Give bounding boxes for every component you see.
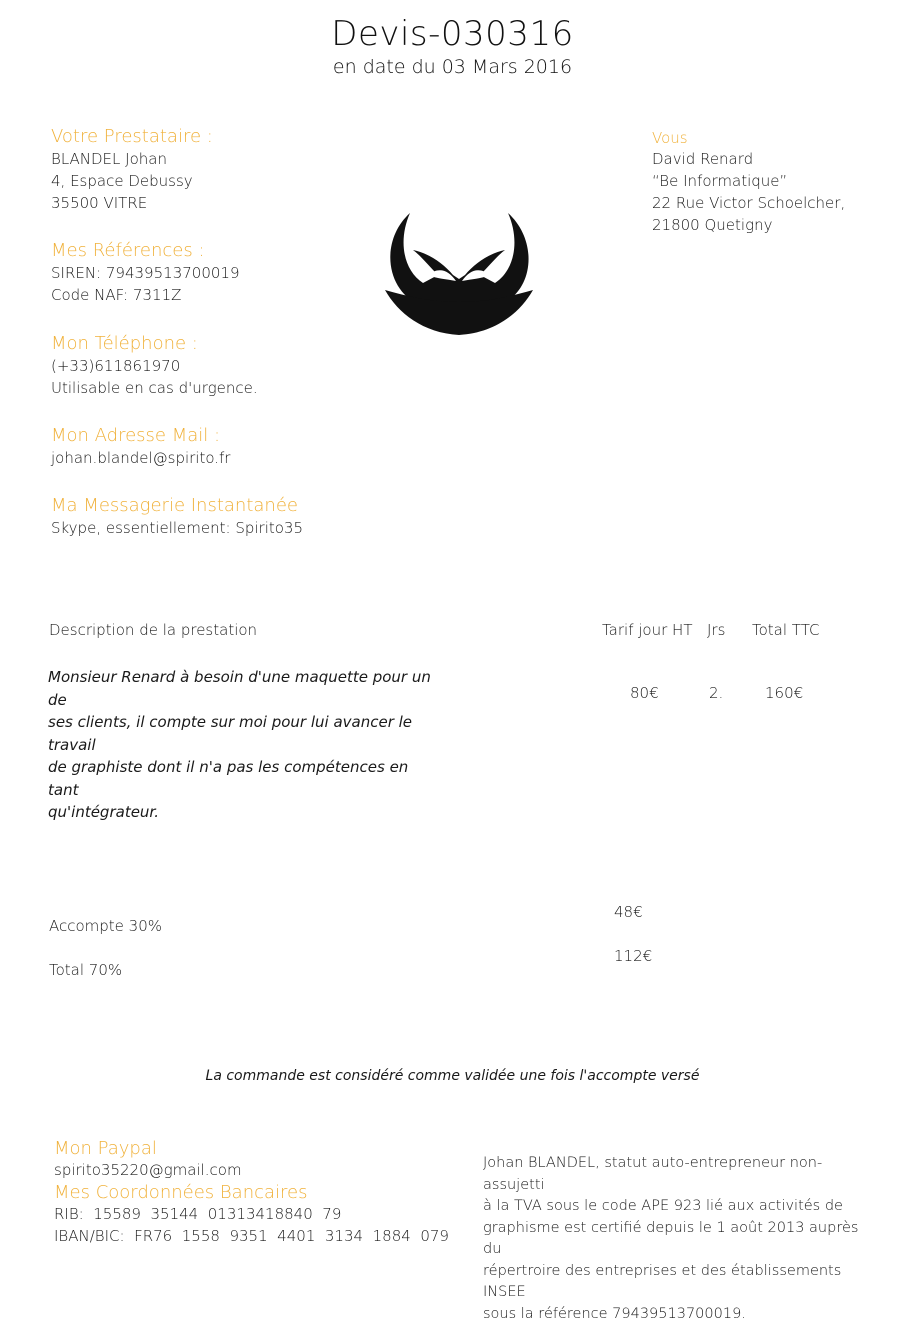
phone-block: [51, 333, 258, 399]
email-address[interactable]: johan.blandel@spirito.fr: [51, 447, 230, 469]
client-block: [652, 129, 845, 236]
balance-value: 112€: [614, 947, 652, 965]
description-line: Monsieur Renard à besoin d'une maquette pour un de: [48, 666, 433, 711]
email-heading: Mon Adresse Mail :: [51, 425, 230, 446]
validation-note: La commande est considéré comme validée une fois l'accompte versé: [0, 1068, 905, 1084]
legal-line: Johan BLANDEL, statut auto-entrepreneur non-assujetti: [483, 1153, 863, 1196]
legal-line: graphisme est certifié depuis le 1 août 2013 auprès du: [483, 1218, 863, 1261]
phone-heading: Mon Téléphone :: [51, 333, 258, 354]
provider-address-line2: 35500 VITRE: [51, 192, 213, 214]
row-total: 160€: [765, 684, 803, 702]
references-block: [51, 240, 240, 306]
description-line: qu'intégrateur.: [48, 801, 433, 824]
paypal-heading: Mon Paypal: [54, 1138, 449, 1159]
client-heading: Vous: [652, 129, 845, 147]
description-line: de graphiste dont il n'a pas les compétences en tant: [48, 756, 433, 801]
phone-number: (+33)611861970: [51, 355, 258, 377]
mask-logo-icon: [380, 205, 538, 335]
document-date: en date du 03 Mars 2016: [0, 56, 905, 78]
legal-line: à la TVA sous le code APE 923 lié aux activités de: [483, 1196, 863, 1218]
messaging-block: [51, 495, 303, 539]
client-company: “Be Informatique”: [652, 170, 845, 192]
legal-line: sous la référence 79439513700019.: [483, 1304, 863, 1325]
bank-heading: Mes Coordonnées Bancaires: [54, 1182, 449, 1203]
provider-address-line1: 4, Espace Debussy: [51, 170, 213, 192]
bank-rib: RIB: 15589 35144 01313418840 79: [54, 1203, 449, 1225]
legal-line: répertroire des entreprises et des établissements INSEE: [483, 1261, 863, 1304]
provider-block: [51, 126, 213, 214]
deposit-label: Accompte 30%: [49, 917, 162, 935]
client-name: David Renard: [652, 148, 845, 170]
messaging-value: Skype, essentiellement: Spirito35: [51, 517, 303, 539]
naf-code: Code NAF: 7311Z: [51, 284, 240, 306]
bank-iban: IBAN/BIC: FR76 1558 9351 4401 3134 1884 079: [54, 1225, 449, 1247]
references-heading: Mes Références :: [51, 240, 240, 261]
col-total-header: Total TTC: [752, 621, 819, 639]
col-description-header: Description de la prestation: [49, 621, 257, 639]
email-block: [51, 425, 230, 469]
col-days-header: Jrs: [707, 621, 725, 639]
phone-note: Utilisable en cas d'urgence.: [51, 377, 258, 399]
service-description: [48, 666, 433, 824]
row-days: 2.: [709, 684, 723, 702]
siren-value: SIREN: 79439513700019: [51, 262, 240, 284]
client-address-line2: 21800 Quetigny: [652, 214, 845, 236]
client-address-line1: 22 Rue Victor Schoelcher,: [652, 192, 845, 214]
provider-name: BLANDEL Johan: [51, 148, 213, 170]
messaging-heading: Ma Messagerie Instantanée: [51, 495, 303, 516]
provider-heading: Votre Prestataire :: [51, 126, 213, 147]
payment-info-block: [54, 1138, 449, 1247]
legal-statement: [483, 1153, 863, 1325]
document-title: Devis-030316: [0, 14, 905, 54]
row-rate: 80€: [630, 684, 659, 702]
paypal-address[interactable]: spirito35220@gmail.com: [54, 1159, 449, 1181]
balance-label: Total 70%: [49, 961, 122, 979]
deposit-value: 48€: [614, 903, 643, 921]
description-line: ses clients, il compte sur moi pour lui avancer le travail: [48, 711, 433, 756]
col-rate-header: Tarif jour HT: [602, 621, 692, 639]
